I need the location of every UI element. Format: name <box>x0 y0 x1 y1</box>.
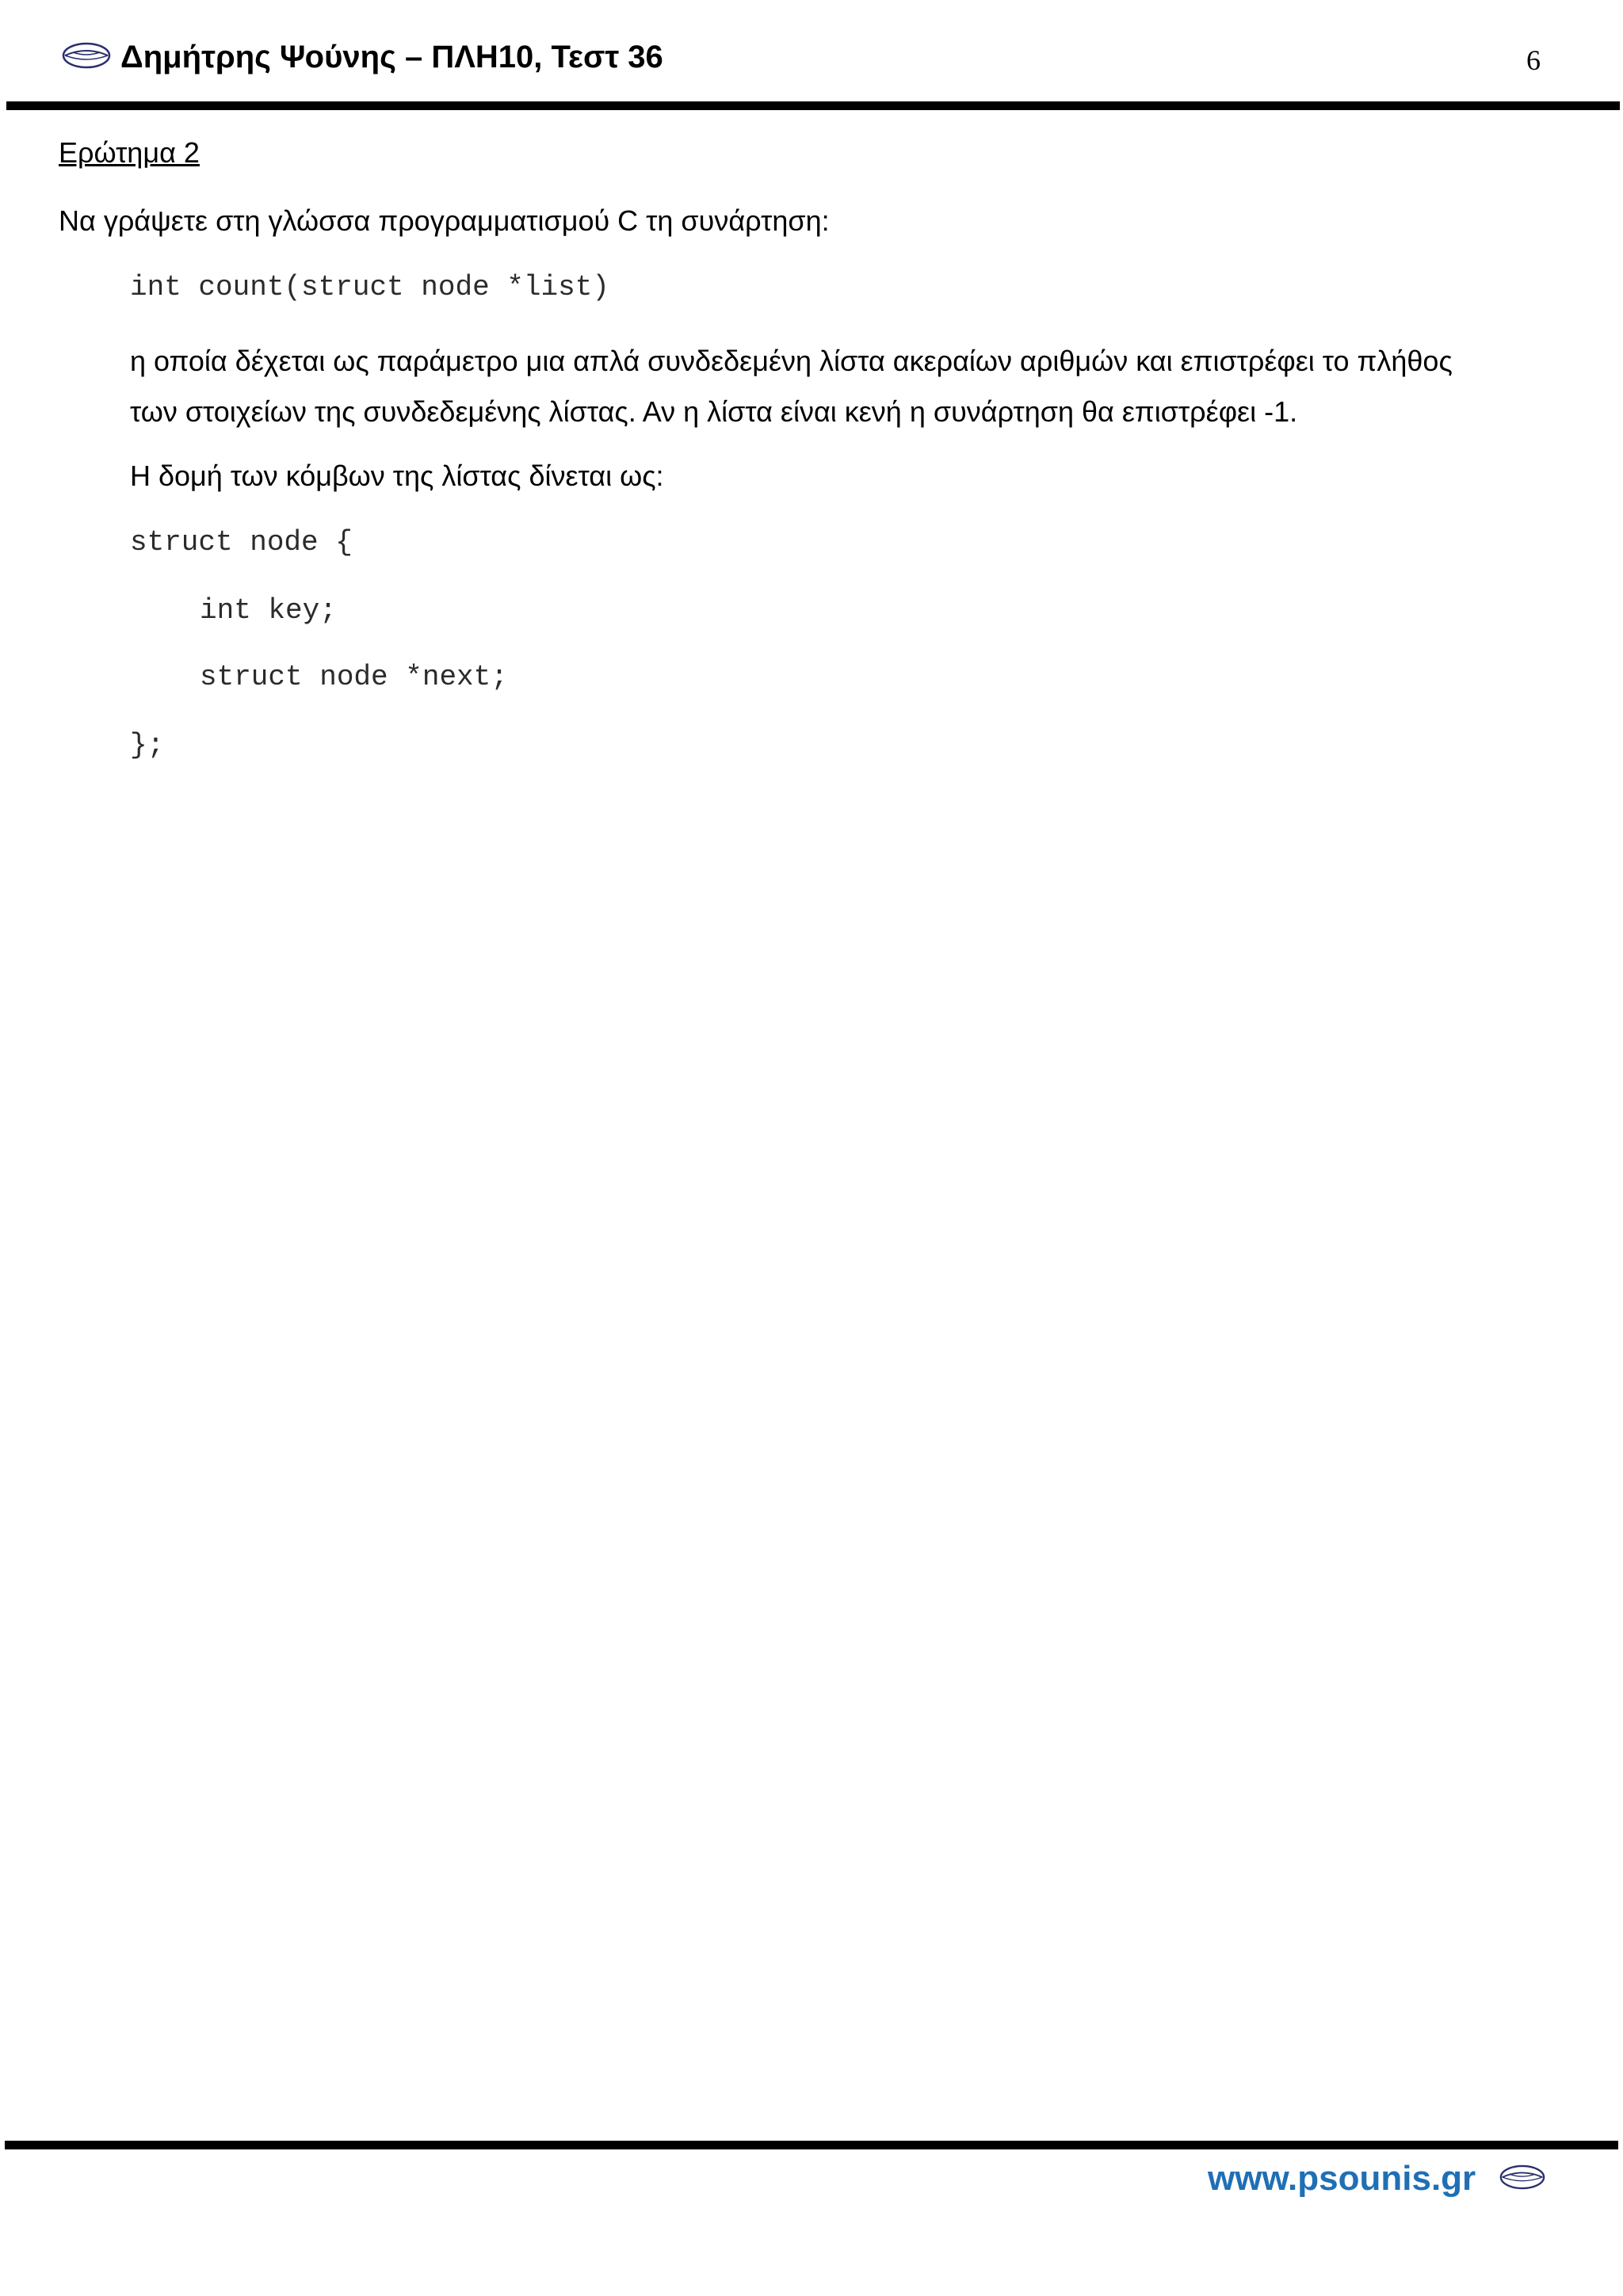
struct-close-code: }; <box>130 729 165 761</box>
eye-logo-icon <box>1499 2164 1545 2191</box>
description-line: των στοιχείων της συνδεδεμένης λίστας. Αν η λίστα είναι κενή η συνάρτηση θα επιστρέφει -1. <box>130 395 1298 428</box>
page-number: 6 <box>1526 44 1541 76</box>
header-title: Δημήτρης Ψούνης – ΠΛΗ10, Τεστ 36 <box>120 40 663 74</box>
header-divider <box>6 101 1620 110</box>
structure-intro: Η δομή των κόμβων της λίστας δίνεται ως: <box>130 460 664 492</box>
struct-open-code: struct node { <box>130 526 353 559</box>
footer-divider <box>5 2141 1618 2149</box>
function-signature-code: int count(struct node *list) <box>130 271 609 303</box>
function-description <box>130 336 1556 437</box>
question-heading: Ερώτημα 2 <box>59 136 200 169</box>
footer-website-link[interactable]: www.psounis.gr <box>1208 2159 1476 2198</box>
eye-logo-icon <box>62 41 111 70</box>
struct-field-key-code: int key; <box>200 594 337 627</box>
struct-field-next-code: struct node *next; <box>200 661 508 693</box>
description-line: η οποία δέχεται ως παράμετρο μια απλά συνδεδεμένη λίστα ακεραίων αριθμών και επιστρέφει το πλήθος <box>130 345 1453 377</box>
question-intro: Να γράψετε στη γλώσσα προγραμματισμού C τη συνάρτηση: <box>59 204 830 237</box>
